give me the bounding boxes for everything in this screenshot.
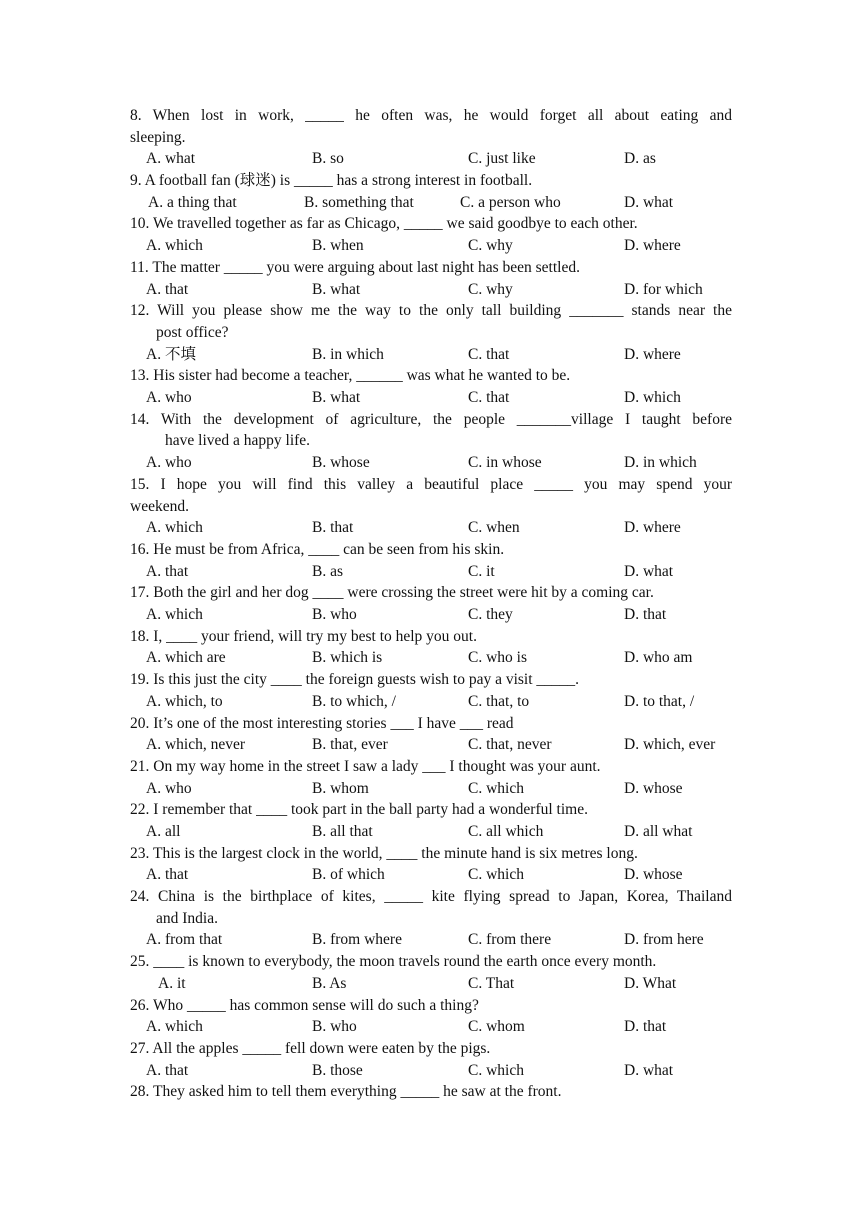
option-a: A. which are	[146, 649, 226, 667]
option-c: C. that, to	[468, 692, 530, 710]
option-d: D. whose	[624, 779, 683, 797]
question-28	[130, 1081, 732, 1103]
option-c: C. a person who	[460, 193, 561, 211]
option-b: B. who	[312, 1018, 357, 1036]
option-d: D. all what	[624, 822, 693, 840]
option-d: D. where	[624, 345, 681, 363]
question-stem-continuation: weekend.	[130, 497, 189, 515]
options-row	[130, 604, 732, 626]
option-b: B. all that	[312, 822, 373, 840]
question-stem: 28. They asked him to tell them everything _____ he saw at the front.	[130, 1083, 562, 1101]
question-stem: 17. Both the girl and her dog ____ were crossing the street were hit by a coming car.	[130, 584, 654, 602]
options-row	[130, 647, 732, 669]
question-10	[130, 213, 732, 256]
option-d: D. What	[624, 974, 677, 992]
option-a: A. from that	[146, 931, 223, 949]
option-c: C. That	[468, 974, 515, 992]
question-stem: 19. Is this just the city ____ the foreign guests wish to pay a visit _____.	[130, 671, 580, 689]
option-d: D. which	[624, 389, 681, 407]
question-stem: 13. His sister had become a teacher, ______ was what he wanted to be.	[130, 367, 571, 385]
question-stem: 26. Who _____ has common sense will do such a thing?	[130, 996, 479, 1014]
option-d: D. what	[624, 1061, 674, 1079]
option-d: D. whose	[624, 866, 683, 884]
option-d: D. who am	[624, 649, 693, 667]
option-c: C. when	[468, 519, 520, 537]
options-row	[130, 452, 732, 474]
option-d: D. for which	[624, 280, 703, 298]
options-row	[130, 691, 732, 713]
option-b: B. as	[312, 562, 343, 580]
option-b: B. that, ever	[312, 736, 388, 754]
options-row	[130, 279, 732, 301]
option-a: A. which	[146, 519, 203, 537]
question-15	[130, 474, 732, 539]
option-c: C. which	[468, 1061, 524, 1079]
option-a: A. that	[146, 280, 189, 298]
option-c: C. just like	[468, 150, 536, 168]
option-b: B. when	[312, 237, 364, 255]
option-b: B. who	[312, 606, 357, 624]
question-17	[130, 582, 732, 625]
question-27	[130, 1038, 732, 1081]
options-row	[130, 344, 732, 366]
option-a: A. which, to	[146, 692, 223, 710]
question-23	[130, 843, 732, 886]
option-c: C. that	[468, 389, 510, 407]
option-b: B. which is	[312, 649, 383, 667]
question-stem: 27. All the apples _____ fell down were eaten by the pigs.	[130, 1039, 491, 1057]
option-b: B. what	[312, 389, 361, 407]
question-stem: 25. ____ is known to everybody, the moon travels round the earth once every month.	[130, 953, 657, 971]
question-13	[130, 365, 732, 408]
question-stem-continuation: sleeping.	[130, 128, 186, 146]
option-c: C. which	[468, 779, 524, 797]
question-11	[130, 257, 732, 300]
option-c: C. who is	[468, 649, 527, 667]
option-c: C. whom	[468, 1018, 525, 1036]
option-b: B. to which, /	[312, 692, 396, 710]
option-b: B. what	[312, 280, 361, 298]
option-a: A. what	[146, 150, 196, 168]
option-a: A. 不填	[146, 345, 196, 363]
question-stem: 16. He must be from Africa, ____ can be seen from his skin.	[130, 540, 505, 558]
options-row	[130, 235, 732, 257]
option-d: D. where	[624, 519, 681, 537]
question-stem: 12. Will you please show me the way to the only tall building _______ stands near the	[130, 302, 732, 320]
question-21	[130, 756, 732, 799]
option-a: A. a thing that	[148, 193, 237, 211]
question-22	[130, 799, 732, 842]
options-row	[130, 1016, 732, 1038]
options-row	[130, 387, 732, 409]
option-d: D. what	[624, 193, 674, 211]
question-stem: 23. This is the largest clock in the world, ____ the minute hand is six metres long.	[130, 844, 638, 862]
question-12	[130, 300, 732, 365]
option-d: D. what	[624, 562, 674, 580]
option-b: B. so	[312, 150, 344, 168]
question-stem-continuation: post office?	[156, 323, 229, 341]
question-stem: 22. I remember that ____ took part in the ball party had a wonderful time.	[130, 801, 588, 819]
question-stem: 21. On my way home in the street I saw a lady ___ I thought was your aunt.	[130, 757, 601, 775]
option-c: C. that, never	[468, 736, 552, 754]
option-d: D. where	[624, 237, 681, 255]
option-c: C. from there	[468, 931, 552, 949]
option-b: B. from where	[312, 931, 402, 949]
options-row	[130, 821, 732, 843]
option-a: A. which	[146, 237, 203, 255]
option-a: A. who	[146, 389, 192, 407]
question-stem: 20. It’s one of the most interesting stories ___ I have ___ read	[130, 714, 514, 732]
option-b: B. in which	[312, 345, 384, 363]
option-a: A. who	[146, 454, 192, 472]
question-stem-continuation: have lived a happy life.	[165, 432, 311, 450]
option-d: D. as	[624, 150, 656, 168]
options-row	[130, 973, 732, 995]
options-row	[130, 864, 732, 886]
option-c: C. why	[468, 237, 513, 255]
options-row	[130, 192, 732, 214]
option-b: B. As	[312, 974, 347, 992]
option-a: A. that	[146, 1061, 189, 1079]
question-stem-continuation: and India.	[156, 909, 218, 927]
question-list	[130, 105, 732, 1103]
question-19	[130, 669, 732, 712]
option-b: B. whom	[312, 779, 369, 797]
question-26	[130, 995, 732, 1038]
option-a: A. all	[146, 822, 181, 840]
question-9	[130, 170, 732, 213]
option-b: B. of which	[312, 866, 385, 884]
option-d: D. that	[624, 1018, 667, 1036]
option-d: D. to that, /	[624, 692, 695, 710]
option-a: A. which	[146, 606, 203, 624]
option-d: D. in which	[624, 454, 697, 472]
question-16	[130, 539, 732, 582]
question-18	[130, 626, 732, 669]
question-24	[130, 886, 732, 951]
question-20	[130, 713, 732, 756]
question-14	[130, 409, 732, 474]
option-c: C. in whose	[468, 454, 542, 472]
options-row	[130, 734, 732, 756]
option-c: C. why	[468, 280, 513, 298]
question-8	[130, 105, 732, 170]
options-row	[130, 148, 732, 170]
option-b: B. something that	[304, 193, 414, 211]
options-row	[130, 929, 732, 951]
question-stem: 11. The matter _____ you were arguing about last night has been settled.	[130, 258, 580, 276]
question-stem: 24. China is the birthplace of kites, _____ kite flying spread to Japan, Korea, Thailand	[130, 888, 732, 906]
option-a: A. which	[146, 1018, 203, 1036]
question-stem: 18. I, ____ your friend, will try my best to help you out.	[130, 627, 477, 645]
option-d: D. from here	[624, 931, 704, 949]
option-a: A. who	[146, 779, 192, 797]
option-d: D. which, ever	[624, 736, 716, 754]
option-c: C. they	[468, 606, 513, 624]
option-b: B. those	[312, 1061, 363, 1079]
option-b: B. whose	[312, 454, 370, 472]
option-c: C. that	[468, 345, 510, 363]
option-c: C. it	[468, 562, 495, 580]
option-a: A. it	[158, 974, 186, 992]
options-row	[130, 517, 732, 539]
option-a: A. which, never	[146, 736, 245, 754]
question-25	[130, 951, 732, 994]
option-d: D. that	[624, 606, 667, 624]
option-c: C. all which	[468, 822, 544, 840]
question-stem: 8. When lost in work, _____ he often was, he would forget all about eating and	[130, 107, 732, 124]
option-a: A. that	[146, 866, 189, 884]
option-a: A. that	[146, 562, 189, 580]
question-stem: 9. A football fan (球迷) is _____ has a strong interest in football.	[130, 172, 533, 190]
question-stem: 14. With the development of agriculture, the people _______village I taught before	[130, 410, 732, 428]
option-b: B. that	[312, 519, 354, 537]
option-c: C. which	[468, 866, 524, 884]
options-row	[130, 1060, 732, 1082]
options-row	[130, 561, 732, 583]
question-stem: 10. We travelled together as far as Chicago, _____ we said goodbye to each other.	[130, 215, 638, 233]
options-row	[130, 778, 732, 800]
question-stem: 15. I hope you will find this valley a beautiful place _____ you may spend your	[130, 475, 732, 493]
